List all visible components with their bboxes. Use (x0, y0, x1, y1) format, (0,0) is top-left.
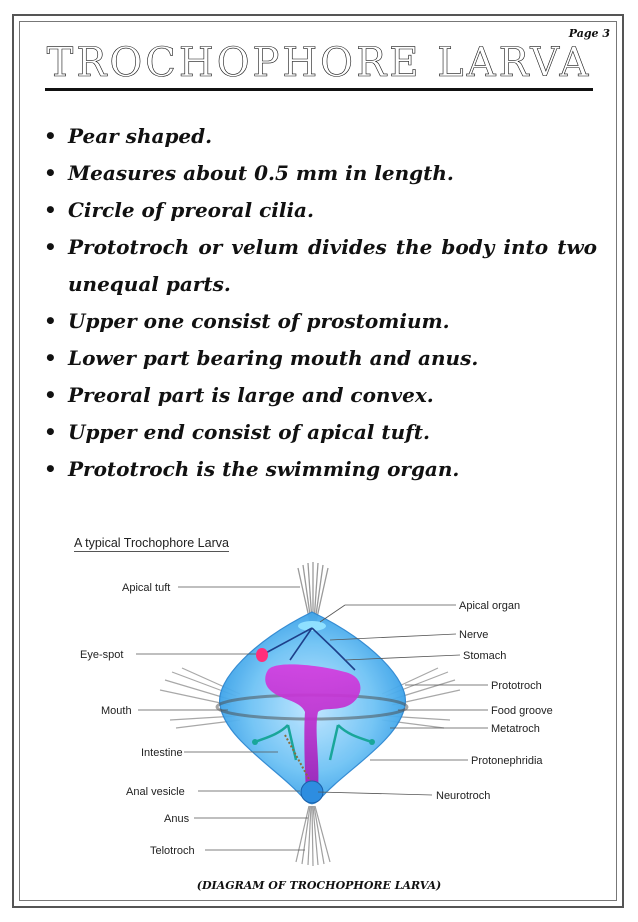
page-number: Page 3 (568, 27, 610, 40)
protonephridia-node (369, 739, 375, 745)
bullet-item: • Pear shaped. (42, 118, 597, 155)
page-title (0, 40, 638, 91)
label-anal-vesicle: Anal vesicle (126, 786, 185, 798)
label-anus: Anus (164, 813, 190, 825)
bullet-item: • Preoral part is large and convex. (42, 377, 597, 414)
protonephridia-node (252, 739, 258, 745)
bullet-item: • Circle of preoral cilia. (42, 192, 597, 229)
bullet-item: • Lower part bearing mouth and anus. (42, 340, 597, 377)
label-prototroch: Prototroch (491, 680, 542, 692)
page-title-text: TROCHOPHORE LARVA (45, 40, 594, 91)
label-apical-organ: Apical organ (459, 600, 521, 612)
label-intestine: Intestine (141, 747, 183, 759)
label-mouth: Mouth (101, 705, 132, 717)
label-metatroch: Metatroch (491, 723, 540, 735)
label-nerve: Nerve (459, 629, 489, 641)
bullet-item: • Prototroch or velum divides the body into two unequal parts. (42, 229, 597, 303)
bullet-item: • Measures about 0.5 mm in length. (42, 155, 597, 192)
apical-organ-shape (298, 621, 326, 631)
label-food-groove: Food groove (491, 705, 553, 717)
bullet-list (42, 118, 597, 488)
label-telotroch: Telotroch (150, 845, 195, 857)
diagram-title: A typical Trochophore Larva (74, 536, 229, 550)
trochophore-diagram (60, 530, 580, 875)
label-stomach: Stomach (463, 650, 507, 662)
telotroch (296, 806, 330, 866)
eye-spot-shape (256, 648, 268, 662)
label-eye-spot: Eye-spot (80, 649, 124, 661)
bullet-item: • Prototroch is the swimming organ. (42, 451, 597, 488)
label-apical-tuft: Apical tuft (122, 582, 171, 594)
label-protonephridia: Protonephridia (471, 755, 543, 767)
label-neurotroch: Neurotroch (436, 790, 491, 802)
bullet-item: • Upper one consist of prostomium. (42, 303, 597, 340)
diagram-caption: (DIAGRAM OF TROCHOPHORE LARVA) (196, 879, 442, 892)
bullet-item: • Upper end consist of apical tuft. (42, 414, 597, 451)
